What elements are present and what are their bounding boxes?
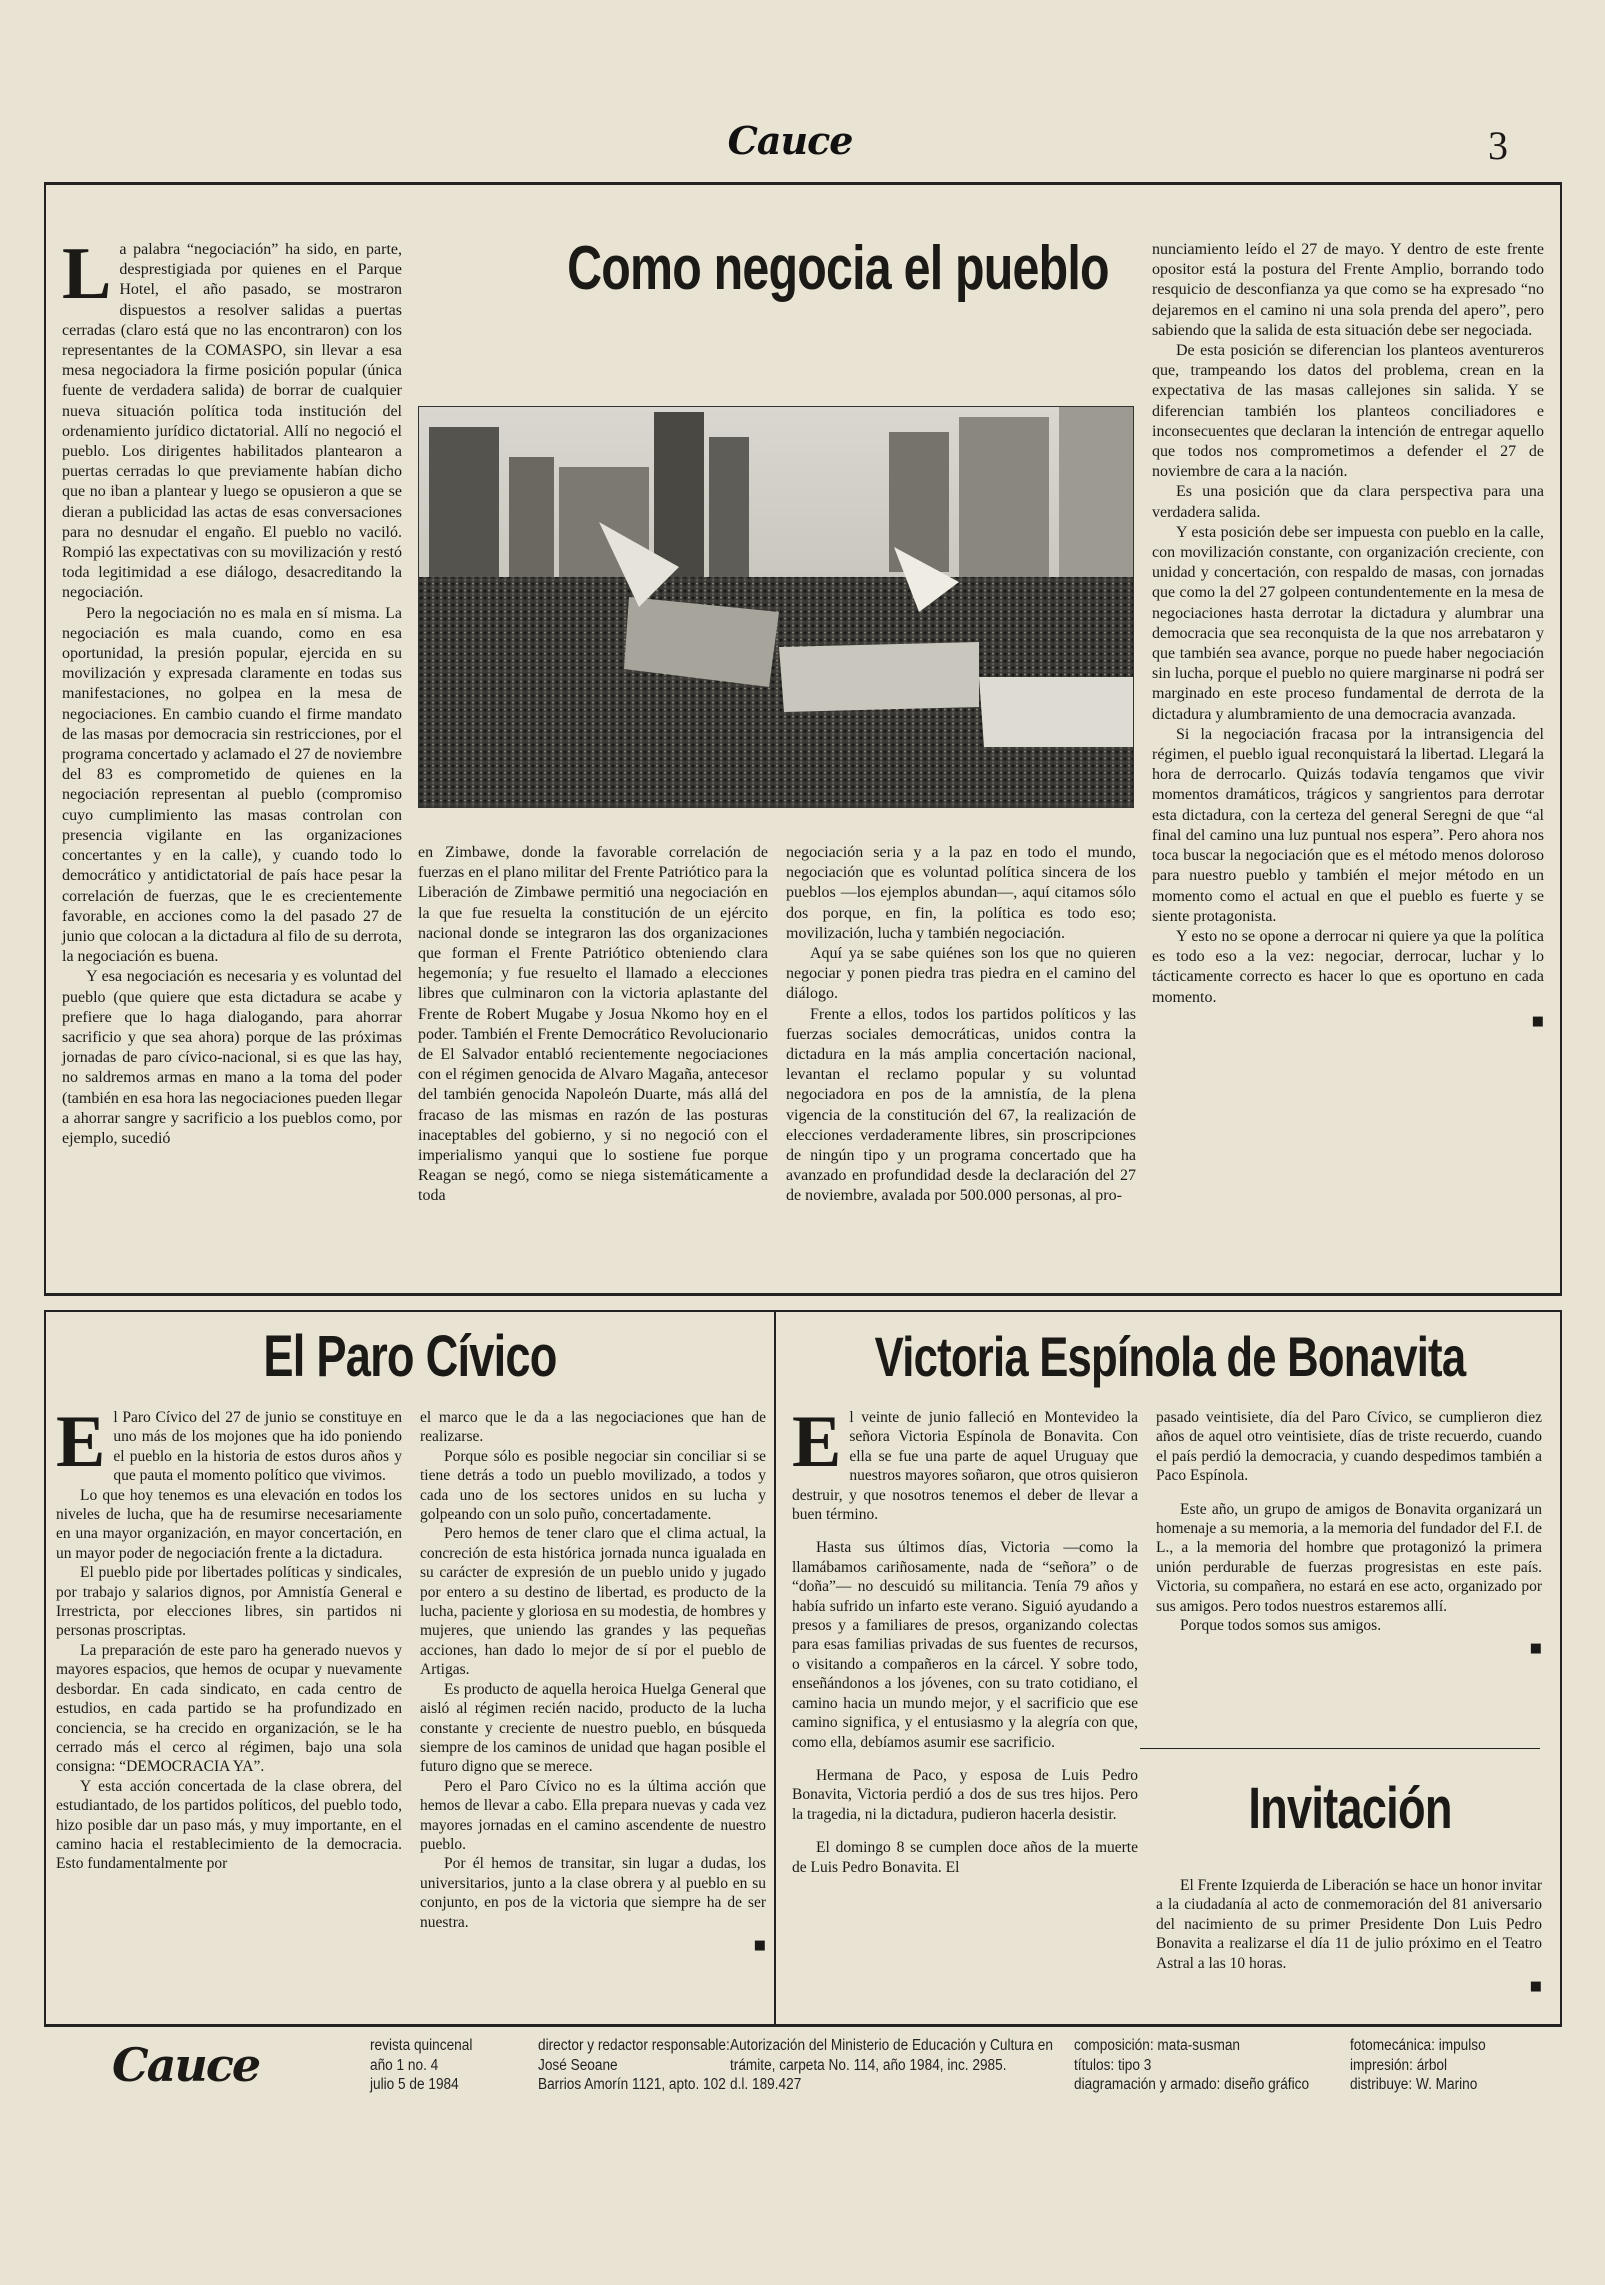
paragraph: el marco que le da a las negociaciones que han de realizarse.: [420, 1409, 766, 1446]
bonavita-col-2: [1156, 1408, 1542, 1659]
paro-col-2: [420, 1408, 766, 1955]
page-number: 3: [1488, 123, 1508, 168]
paragraph: Lo que hoy tenemos es una elevación en todos los niveles de lucha, que ha de resumirse necesariamente en una mayor organización, en mayor concertación, en un mayor poder de negociación frente a la dictadura.: [56, 1486, 402, 1562]
paragraph: El domingo 8 se cumplen doce años de la muerte de Luis Pedro Bonavita. El: [792, 1839, 1138, 1876]
paragraph: Porque todos somos sus amigos.: [1180, 1617, 1382, 1635]
drop-cap: E: [56, 1401, 106, 1483]
footer-publication: [370, 2036, 472, 2095]
end-mark-icon: ■: [1531, 1013, 1544, 1029]
paragraph: Y esta acción concertada de la clase obrera, del estudiantado, de los partidos políticos, del pueblo todo, hizo posible dar un paso más, y muy importante, en el camino hacia el restablecimiento de la democracia. Esto fundamentalmente por: [56, 1777, 402, 1873]
paragraph: Hasta sus últimos días, Victoria —como la llamábamos cariñosamente, nada de “señora” o de “doña”— no descuidó su militancia. Tenía 79 años y había sufrido un infarto este verano. Siguió ayudando a presos y a familiares de presos, organizando colectas para esas familias privadas de sus fuentes de recursos, o visitando a compañeros en la cárcel. Y sobre todo, enseñándonos a los jóvenes, con su trato cotidiano, el camino hacia un mundo mejor, y el sacrificio que ese camino significa, y el entusiasmo y la alegría con que, como ella, debíamos asumir ese sacrificio.: [792, 1539, 1138, 1751]
lower-box-bottom: [44, 2024, 1562, 2027]
paragraph: negociación seria y a la paz en todo el mundo, negociación que es voluntad política sincera de los pueblos —los ejemplos abundan—, aquí citamos sólo dos porque, en fin, la política es todo eso; movilización, lucha y también negociación.: [786, 844, 1136, 942]
bonavita-col-1: [792, 1401, 1138, 1877]
footer-logo: Cauce: [112, 2038, 260, 2092]
lower-box-right: [1560, 1310, 1562, 2026]
paragraph: Aquí ya se sabe quiénes son los que no quieren negociar y ponen piedra tras piedra en el camino del diálogo.: [786, 945, 1136, 1003]
paragraph: La preparación de este paro ha generado nuevos y mayores espacios, que hemos de ocupar y nuevamente desbordar. En cada sindicato, en cada centro de estudios, en cada partido se ha profundizado en conciencia, se ha crecido en organización, se le ha cerrado más el cerco al régimen, bajo una sola consigna: “DEMOCRACIA YA”.: [56, 1641, 402, 1776]
crowd-photo-image: [419, 407, 1133, 807]
paragraph: El Frente Izquierda de Liberación se hace un honor invitar a la ciudadanía al acto de conmemoración del 81 aniversario del nacimiento de su primer Presidente Don Luis Pedro Bonavita a realizarse el día 11 de julio próximo en el Teatro Astral a las 10 horas.: [1156, 1877, 1542, 1972]
footer-line: julio 5 de 1984: [370, 2076, 459, 2093]
paro-civico-headline: El Paro Cívico: [263, 1324, 557, 1389]
paragraph: De esta posición se diferencian los planteos aventureros que, trampeando los datos del problema, crean en la expectativa de las masas callejones sin salida. Y se diferencian también los planteos conciliadores e inconsecuentes que declaran la intención de entregar aquello que todos nos comprometimos a defender el 27 de noviembre de cara a la nación.: [1152, 342, 1544, 481]
main-col-4: [1152, 240, 1544, 1032]
paragraph: Y esta posición debe ser impuesta con pueblo en la calle, con movilización constante, con organización creciente, con unidad y concertación, con respaldo de masas, con jornadas que como la del 27 golpeen contundentemente en la mesa de negociaciones hasta derrotar la dictadura y alumbrar una democracia que sea reconquista de la que nos arrebataron y que también sea avance, porque no puede haber negociación sin lucha, porque el pueblo no quiere marginarse ni podrá ser marginado en este proceso fundamental de derrota de la dictadura y alumbramiento de una democracia avanzada.: [1152, 523, 1544, 723]
lower-box-mid: [774, 1310, 776, 2026]
top-rule: [44, 182, 1562, 185]
footer-line: d.l. 189.427: [730, 2076, 802, 2093]
invitacion-body: [1156, 1876, 1542, 1996]
paragraph: l Paro Cívico del 27 de junio se constituye en uno más de los mojones que ha ido poniendo el pueblo en la historia de estos duros años y que pauta el momento político que vivimos.: [113, 1409, 402, 1485]
paragraph: a palabra “negociación” ha sido, en parte, desprestigiada por quienes en el Parque Hotel, el año pasado, se mostraron dispuestos a resolver salidas a puertas cerradas (claro está que no las encontraron) con los representantes de la COMASPO, sin llevar a esa mesa negociadora la firme posición popular (única fuente de verdadera salida) de borrar de cualquier nueva situación política toda institución del ordenamiento jurídico dictatorial. Allí no negoció el pueblo. Los dirigentes habilitados plantearon a puertas cerradas lo que previamente habían dicho que no iban a plantear y luego se opusieron a que se dieran a publicidad las actas de esas conversaciones para no desnudar el engaño. El pueblo no vaciló. Rompió las expectativas con su movilización y restó toda legitimidad a ese diálogo, desacreditando la negociación.: [62, 241, 402, 602]
footer-printing: [1350, 2036, 1486, 2095]
footer-line: composición: mata-susman: [1074, 2037, 1241, 2054]
footer-line: distribuye: W. Marino: [1350, 2076, 1478, 2093]
end-mark-icon: ■: [1529, 1641, 1542, 1657]
paragraph: pasado veintisiete, día del Paro Cívico, se cumplieron diez años de aquel otro veintisiete, días de triste recuerdo, cuando el país perdió la democracia, y cuando despedimos también a Paco Espínola.: [1156, 1409, 1542, 1485]
end-mark-icon: ■: [753, 1937, 766, 1953]
paragraph: Es producto de aquella heroica Huelga General que aisló al régimen recién nacido, producto de la lucha constante y creciente de nuestro pueblo, en búsqueda siempre de los caminos de unidad que hagan posible el futuro digno que se merece.: [420, 1680, 766, 1776]
footer-line: Barrios Amorín 1121, apto. 102: [538, 2076, 726, 2093]
main-box-right: [1560, 182, 1562, 1295]
footer-line: director y redactor responsable:: [538, 2037, 730, 2054]
paragraph: Y esa negociación es necesaria y es voluntad del pueblo (que quiere que esta dictadura se acabe y prefiere que lo haga dialogando, para ahorrar sacrificio y que sea ahora) porque de las próximas jornadas de paro cívico-nacional, si es que las hay, no saldremos armas en mano a la toma del poder (también en esa hora las negociaciones pueden llegar a ahorrar sangre y sacrificio a los pueblos como, por ejemplo, sucedió: [62, 968, 402, 1147]
footer-line: Autorización del Ministerio de Educación y Cultura en: [730, 2037, 1053, 2054]
masthead-logo: Cauce: [727, 118, 853, 163]
main-box-bottom: [44, 1293, 1562, 1296]
drop-cap: L: [62, 233, 112, 315]
paragraph: Si la negociación fracasa por la intransigencia del régimen, el pueblo igual reconquistará la libertad. Llegará la hora de derrocarlo. Quizás todavía tengamos que vivir momentos dramáticos, trágicos y sangrientos para derrotar esta dictadura, con la certeza del general Seregni de que “al final del camino una luz puntual nos espera”. Pero ahora nos toca buscar la negociación que es el método menos doloroso para nuestro pueblo y también el mejor método en un momento como el actual en que el pueblo es fuerte y se siente protagonista.: [1152, 725, 1544, 925]
lower-box-left: [44, 1310, 46, 2026]
paragraph: Pero el Paro Cívico no es la última acción que hemos de llevar a cabo. Ella prepara nuevas y cada vez mayores jornadas en el camino ascendente de nuestro pueblo.: [420, 1777, 766, 1853]
paro-col-1: [56, 1401, 402, 1874]
main-col-3: [786, 843, 1136, 1207]
footer-director: [538, 2036, 730, 2095]
paragraph: Es una posición que da clara perspectiva para una verdadera salida.: [1152, 483, 1544, 521]
paragraph: Por él hemos de transitar, sin lugar a dudas, los universitarios, junto a la clase obrera y al pueblo en su conjunto, en pos de la victoria que siempre ha de ser nuestra.: [420, 1855, 766, 1931]
paragraph: nunciamiento leído el 27 de mayo. Y dentro de este frente opositor está la postura del Frente Amplio, borrando todo resquicio de desconfianza ya que como se ha expresado “no dejaremos en el camino ni una sola prenda del apero”, pero sabiendo que la salida de esta situación debe ser negociada.: [1152, 241, 1544, 339]
drop-cap: E: [792, 1401, 842, 1483]
end-mark-icon: ■: [1529, 1979, 1542, 1995]
main-col-2: [418, 843, 768, 1207]
paragraph: en Zimbawe, donde la favorable correlación de fuerzas en el plano militar del Frente Patriótico para la Liberación de Zimbawe permitió una negociación en la que fue resuelta la constitución de un ejército nacional donde se integraron las dos organizaciones que forman el Frente Patriótico obteniendo clara hegemonía; y fue resuelto el llamado a elecciones libres que culminaron con la victoria aplastante del Frente de Robert Mugabe y Josua Nkomo hoy en el poder. También el Frente Democrático Revolucionario de El Salvador entabló recientemente negociaciones con el régimen genocida de Alvaro Magaña, antecesor del también genocida Napoleón Duarte, más allá del fracaso de las mismas en razón de las posturas inaceptables del gobierno, y si no negoció con el imperialismo yanqui que lo sostiene fue porque Reagan se negó, como se niega sistemáticamente a toda: [418, 844, 768, 1205]
invitacion-headline: Invitación: [1248, 1776, 1452, 1841]
footer-line: trámite, carpeta No. 114, año 1984, inc. 2985.: [730, 2056, 1007, 2074]
bonavita-headline: Victoria Espínola de Bonavita: [874, 1325, 1466, 1388]
footer-line: año 1 no. 4: [370, 2056, 439, 2074]
lower-box-top: [44, 1310, 1562, 1312]
main-headline: Como negocia el pueblo: [567, 234, 1109, 303]
footer-line: diagramación y armado: diseño gráfico: [1074, 2076, 1310, 2093]
paragraph: Pero la negociación no es mala en sí misma. La negociación es mala cuando, como en esa oportunidad, la presión popular, ejercida en su movilización y expresada claramente en todas sus manifestaciones, no golpea en la mesa de negociaciones. En cambio cuando el firme mandato de las masas por democracia sin restricciones, por el programa concertado y aclamado el 27 de noviembre del 83 es comprometido de quienes en la negociación representan al pueblo (compromiso cuyo cumplimiento las masas controlan con presencia vigilante en las organizaciones concertantes y en la calle), y cuando todo lo democrático y antidictatorial de país hace pesar la correlación de fuerzas, que le es crecientemente favorable, en acciones como la del pasado 27 de junio que colocan a la dictadura al filo de su derrota, la negociación es buena.: [62, 604, 402, 966]
footer-line: fotomecánica: impulso: [1350, 2037, 1486, 2054]
footer-composition: [1074, 2036, 1309, 2095]
paragraph: El pueblo pide por libertades políticas y sindicales, por trabajo y salarios dignos, por Amnistía General e Irrestricta, por elecciones libres, sin partidos ni personas proscriptas.: [56, 1564, 402, 1640]
paragraph: l veinte de junio falleció en Montevideo la señora Victoria Espínola de Bonavita. Con ella se fue una parte de aquel Uruguay que nuestros mayores soñaron, que otros quisieron destruir, y que nosotros tenemos el deber de llevar a buen término.: [792, 1409, 1138, 1524]
paragraph: Este año, un grupo de amigos de Bonavita organizará un homenaje a su memoria, a la memoria del fundador del F.I. de L., a la memoria del hombre que protagonizó la primera unión perdurable de fuerzas progresistas en este país. Victoria, su compañera, no estará en ese acto, organizado por sus amigos. Pero todos nuestros estaremos allí.: [1156, 1500, 1542, 1615]
footer-line: revista quincenal: [370, 2037, 473, 2054]
crowd-photo: [418, 406, 1134, 808]
invitacion-divider: [1140, 1748, 1540, 1749]
paragraph: Pero hemos de tener claro que el clima actual, la concreción de esta histórica jornada nunca igualada en su carácter de expresión de un pueblo unido y jugado por entero a su destino de libertad, es producto de la lucha, paciente y gloriosa en su modestia, de hombres y mujeres, que uniendo las grandes y las pequeñas acciones, han dado lo mejor de sí por el pueblo de Artigas.: [420, 1525, 766, 1679]
footer-line: José Seoane: [538, 2056, 618, 2074]
paragraph: Hermana de Paco, y esposa de Luis Pedro Bonavita, Victoria perdió a dos de sus tres hijos. Pero la tragedia, ni la dictadura, pudieron hacerla desistir.: [792, 1766, 1138, 1823]
footer-line: impresión: árbol: [1350, 2056, 1448, 2074]
footer-line: títulos: tipo 3: [1074, 2056, 1152, 2074]
main-col-1: [62, 233, 402, 1149]
paragraph: Frente a ellos, todos los partidos políticos y las fuerzas sociales democráticas, unidos contra la dictadura en la más amplia concertación nacional, levantan el reclamo popular y su voluntad negociadora en pos de la amnistía, de la plena vigencia de la constitución del 67, la realización de elecciones verdaderamente libres, sin proscripciones de ningún tipo y un programa concertado que ha avanzado en profundidad desde la declaración del 27 de noviembre, avalada por 500.000 personas, al pro-: [786, 1005, 1136, 1205]
footer-authorization: [730, 2036, 1053, 2095]
main-box-left: [44, 182, 46, 1295]
paragraph: Y esto no se opone a derrocar ni quiere ya que la política es todo eso a la vez: negociar, derrocar, luchar y lo tácticamente correcto es hacer lo que es oportuno en cada momento.: [1152, 927, 1544, 1006]
paragraph: Porque sólo es posible negociar sin conciliar si se tiene detrás a todo un pueblo movilizado, a todos y cada uno de los sectores unidos en su lucha y golpeando con un solo puño, concertadamente.: [420, 1447, 766, 1524]
